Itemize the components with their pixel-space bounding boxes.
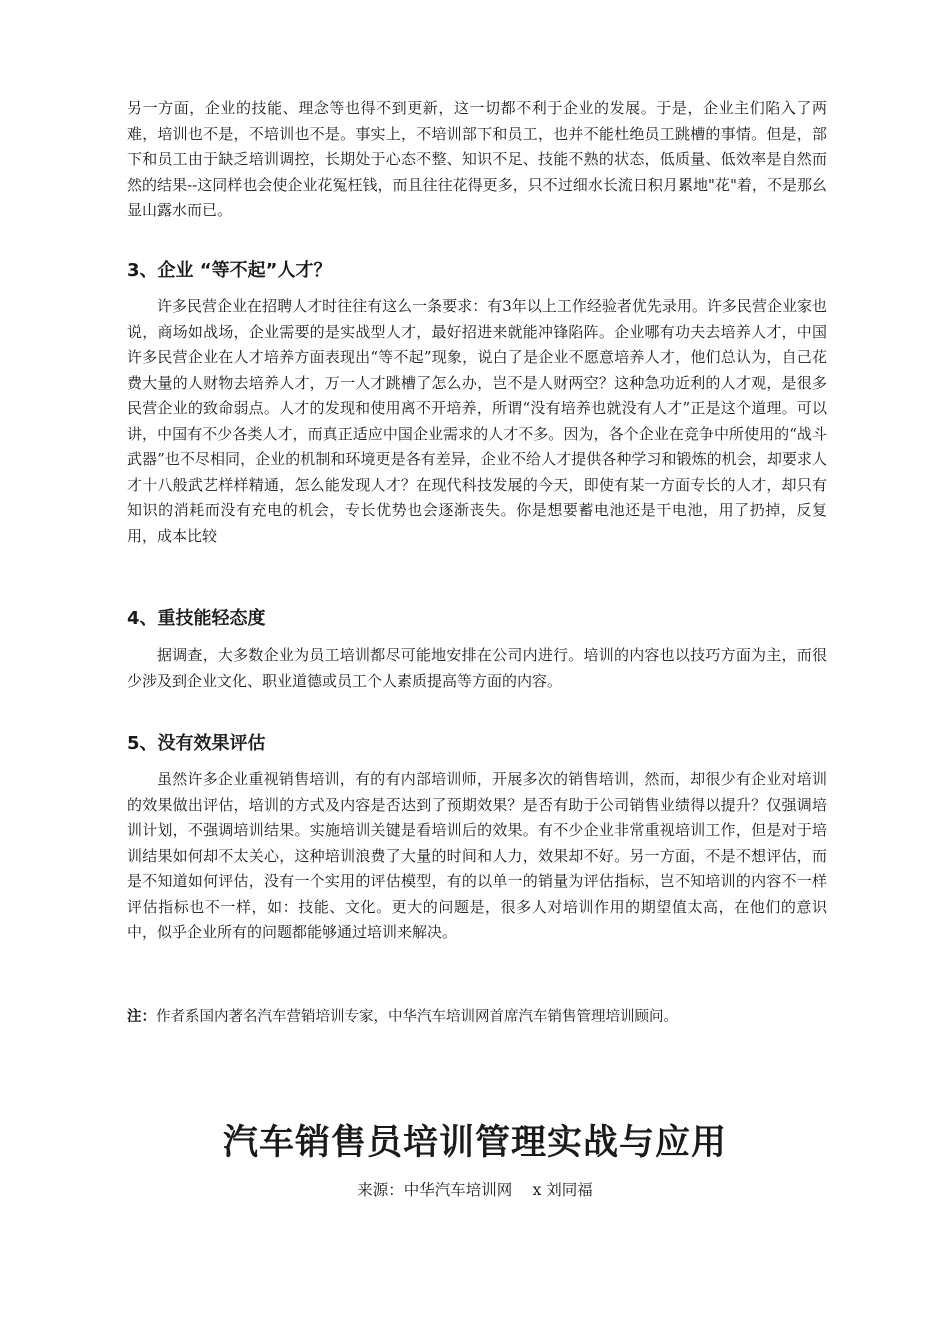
section-3-content (127, 294, 827, 549)
note-label: 注： (127, 1009, 156, 1025)
section-5-content (127, 767, 827, 946)
article-source: 来源：中华汽车培训网 x 刘同福 (357, 1181, 593, 1199)
section-4-heading: 4、重技能轻态度 (127, 608, 266, 629)
section-3-heading: 3、企业 “等不起”人才？ (127, 260, 332, 281)
section-4-body: 据调查，大多数企业为员工培训都尽可能地安排在公司内进行。培训的内容也以技巧方面为主，而很少涉及到企业文化、职业道德或员工个人素质提高等方面的内容。 (127, 646, 827, 690)
author-note (127, 1005, 827, 1029)
intro-block (127, 96, 827, 224)
section-3-body: 许多民营企业在招聘人才时往往有这么一条要求：有3年以上工作经验者优先录用。许多民营企业家也说，商场如战场，企业需要的是实战型人才，最好招进来就能冲锋陷阵。企业哪有功夫去培养人才，中国许多民营企业在人才培养方面表现出“等不起”现象，说白了是企业不愿意培养人才，他们总认为，自己花费大量的人财物去培养人才，万一人才跳槽了怎么办，岂不是人财两空？这种急功近利的人才观，是很多民营企业的致命弱点。人才的发现和使用离不开培养，所谓“没有培养也就没有人才”正是这个道理。可以讲，中国有不少各类人才，而真正适应中国企业需求的人才不多。因为，各个企业在竞争中所使用的“战斗武器”也不尽相同，企业的机制和环境更是各有差异，企业不给人才提供各种学习和锻炼的机会，却要求人才十八般武艺样样精通，怎么能发现人才？在现代科技发展的今天，即使有某一方面专长的人才，却只有知识的消耗而没有充电的机会，专长优势也会逐渐丧失。你是想要蓄电池还是干电池，用了扔掉，反复用，成本比较 (127, 297, 827, 545)
note-content: 作者系国内著名汽车营销培训专家，中华汽车培训网首席汽车销售管理培训顾问。 (156, 1009, 678, 1025)
author-note-text (127, 1005, 827, 1029)
section-5-body: 虽然许多企业重视销售培训，有的有内部培训师，开展多次的销售培训，然而，却很少有企业对培训的效果做出评估，培训的方式及内容是否达到了预期效果？是否有助于公司销售业绩得以提升？仅强调培训计划，不强调培训结果。实施培训关键是看培训后的效果。有不少企业非常重视培训工作，但是对于培训结果如何却不太关心，这种培训浪费了大量的时间和人力，效果却不好。另一方面，不是不想评估，而是不知道如何评估，没有一个实用的评估模型，有的以单一的销量为评估指标，岂不知培训的内容不一样评估指标也不一样，如：技能、文化。更大的问题是，很多人对培训作用的期望值太高，在他们的意识中，似乎企业所有的问题都能够通过培训来解决。 (127, 770, 827, 941)
article-title: 汽车销售员培训管理实战与应用 (222, 1123, 727, 1163)
section-5-heading: 5、没有效果评估 (127, 733, 266, 754)
section-4 (127, 606, 827, 632)
section-3 (127, 258, 827, 284)
intro-paragraph: 另一方面，企业的技能、理念等也得不到更新，这一切都不利于企业的发展。于是，企业主们陷入了两难，培训也不是，不培训也不是。事实上，不培训部下和员工，也并不能杜绝员工跳槽的事情。但是，部下和员工由于缺乏培训调控，长期处于心态不整、知识不足、技能不熟的状态，低质量、低效率是自然而然的结果--这同样也会使企业花冤枉钱，而且往往花得更多，只不过细水长流日积月累地"花"着，不是那幺显山露水而已。 (127, 99, 827, 219)
section-5 (127, 731, 827, 757)
section-4-content (127, 643, 827, 694)
